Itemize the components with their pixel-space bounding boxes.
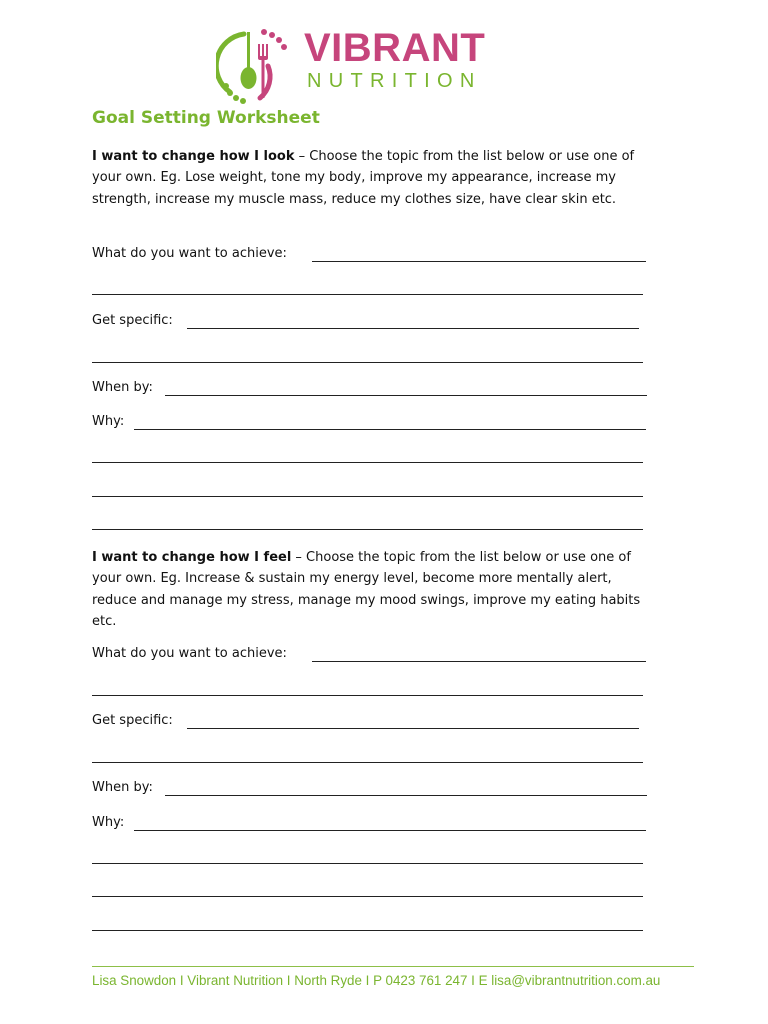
section2-why-label: Why: — [92, 815, 125, 830]
section2-why-field-line4[interactable] — [92, 930, 643, 931]
section1-specific-field-line2[interactable] — [92, 362, 643, 363]
section1-specific-field[interactable] — [187, 328, 639, 329]
section1-when-field[interactable] — [165, 395, 647, 396]
section1-why-label: Why: — [92, 414, 125, 429]
brand-name-bottom: NUTRITION — [307, 70, 482, 92]
section1-achieve-field[interactable] — [312, 261, 646, 262]
section1-intro — [92, 146, 652, 210]
brand-name-top: VIBRANT — [304, 26, 486, 70]
section1-achieve-field-line2[interactable] — [92, 294, 643, 295]
section2-achieve-field[interactable] — [312, 661, 646, 662]
section2-specific-field-line2[interactable] — [92, 762, 643, 763]
footer-contact: Lisa Snowdon I Vibrant Nutrition I North Ryde I P 0423 761 247 I E lisa@vibrantnutrition.com.au — [92, 973, 661, 988]
section1-why-field-line2[interactable] — [92, 462, 643, 463]
section2-why-field[interactable] — [134, 830, 646, 831]
page-title: Goal Setting Worksheet — [92, 108, 320, 128]
section2-why-field-line2[interactable] — [92, 863, 643, 864]
section1-why-field-line3[interactable] — [92, 496, 643, 497]
section2-intro — [92, 547, 652, 632]
section2-achieve-field-line2[interactable] — [92, 695, 643, 696]
section2-achieve-label: What do you want to achieve: — [92, 646, 287, 661]
section1-why-field-line4[interactable] — [92, 529, 643, 530]
section1-specific-label: Get specific: — [92, 313, 173, 328]
footer-divider — [92, 966, 694, 967]
section1-when-label: When by: — [92, 380, 153, 395]
section2-intro-text: – Choose the topic from the list below or use one of your own. Eg. Increase & sustain my energy level, become more mentally alert, reduce and manage my stress, manage my mood swings, improve my eating habits etc. — [92, 550, 641, 629]
section2-why-field-line3[interactable] — [92, 896, 643, 897]
section2-when-label: When by: — [92, 780, 153, 795]
logo-mark — [216, 26, 300, 104]
section2-when-field[interactable] — [165, 795, 647, 796]
section1-heading: I want to change how I look — [92, 149, 295, 164]
spoon-icon — [241, 32, 257, 89]
brand-logo — [216, 26, 526, 104]
section2-specific-label: Get specific: — [92, 713, 173, 728]
section2-heading: I want to change how I feel — [92, 550, 292, 565]
section1-achieve-label: What do you want to achieve: — [92, 246, 287, 261]
section2-specific-field[interactable] — [187, 728, 639, 729]
section1-why-field[interactable] — [134, 429, 646, 430]
section1-intro-text: – Choose the topic from the list below or use one of your own. Eg. Lose weight, tone my body, improve my appearance, increase my strength, increase my muscle mass, reduce my clothes size, have clear skin etc. — [92, 149, 635, 207]
